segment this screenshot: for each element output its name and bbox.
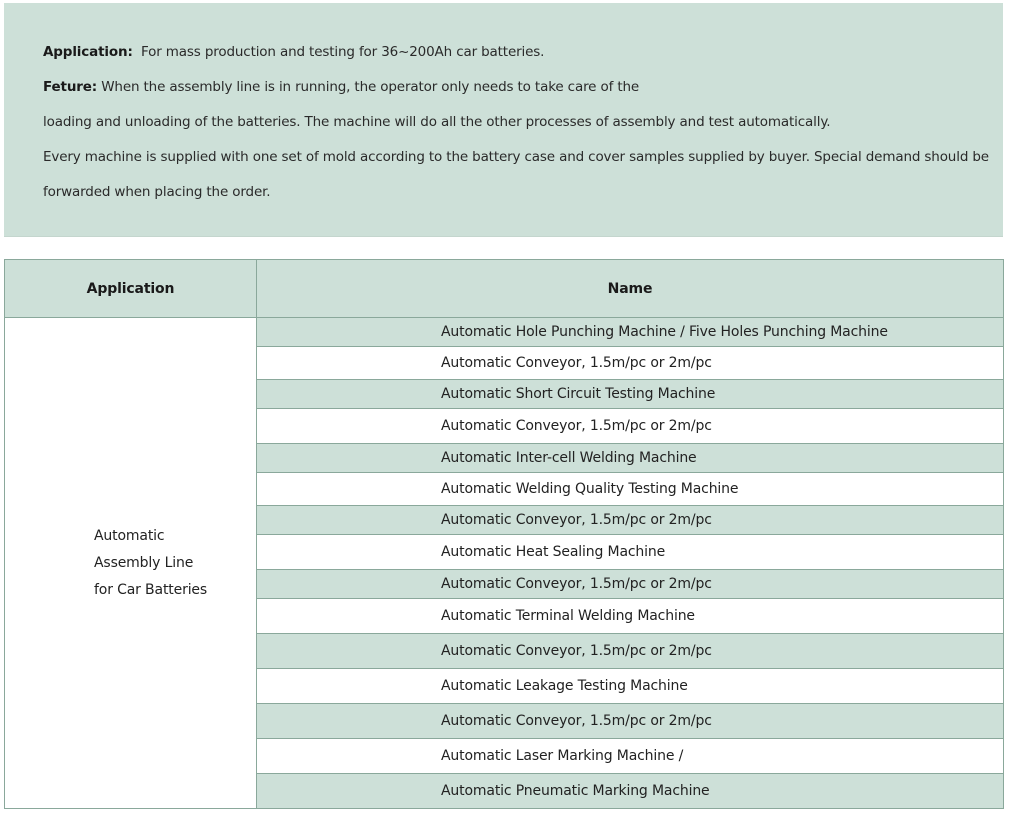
mold-line-1: Every machine is supplied with one set of mold according to the battery case and cover samples supplied by buyer. Special demand should be xyxy=(43,149,989,165)
machine-name: Automatic Short Circuit Testing Machine xyxy=(257,380,1004,409)
machine-name: Automatic Laser Marking Machine / xyxy=(257,739,1004,774)
machine-table xyxy=(4,259,1004,809)
feature-line-1 xyxy=(43,78,639,96)
machine-name: Automatic Leakage Testing Machine xyxy=(257,669,1004,704)
machine-name: Automatic Inter-cell Welding Machine xyxy=(257,444,1004,473)
machine-name: Automatic Welding Quality Testing Machine xyxy=(257,473,1004,506)
header-application: Application xyxy=(5,260,257,318)
machine-name: Automatic Conveyor, 1.5m/pc or 2m/pc xyxy=(257,634,1004,669)
machine-name: Automatic Terminal Welding Machine xyxy=(257,599,1004,634)
header-name: Name xyxy=(257,260,1004,318)
machine-name: Automatic Conveyor, 1.5m/pc or 2m/pc xyxy=(257,704,1004,739)
application-line-3: for Car Batteries xyxy=(94,581,208,598)
feature-text-1: When the assembly line is in running, the operator only needs to take care of the xyxy=(101,79,640,95)
mold-line-2: forwarded when placing the order. xyxy=(43,184,271,200)
machine-name: Automatic Conveyor, 1.5m/pc or 2m/pc xyxy=(257,409,1004,444)
machine-name: Automatic Conveyor, 1.5m/pc or 2m/pc xyxy=(257,570,1004,599)
info-box xyxy=(4,3,1003,237)
table-row xyxy=(5,318,1004,347)
application-label: Application: xyxy=(43,44,133,60)
machine-name: Automatic Heat Sealing Machine xyxy=(257,535,1004,570)
application-line-2: Assembly Line xyxy=(94,554,194,571)
application-text: For mass production and testing for 36~200Ah car batteries. xyxy=(141,44,545,60)
application-line-1: Automatic xyxy=(94,527,165,544)
application-line xyxy=(43,43,544,61)
table-header-row xyxy=(5,260,1004,318)
machine-name: Automatic Conveyor, 1.5m/pc or 2m/pc xyxy=(257,347,1004,380)
machine-name: Automatic Conveyor, 1.5m/pc or 2m/pc xyxy=(257,506,1004,535)
machine-name: Automatic Pneumatic Marking Machine xyxy=(257,774,1004,809)
machine-name: Automatic Hole Punching Machine / Five Holes Punching Machine xyxy=(257,318,1004,347)
feature-line-2: loading and unloading of the batteries. The machine will do all the other processes of assembly and test automatically. xyxy=(43,114,831,130)
feature-label: Feture: xyxy=(43,79,98,95)
application-cell xyxy=(5,318,257,809)
